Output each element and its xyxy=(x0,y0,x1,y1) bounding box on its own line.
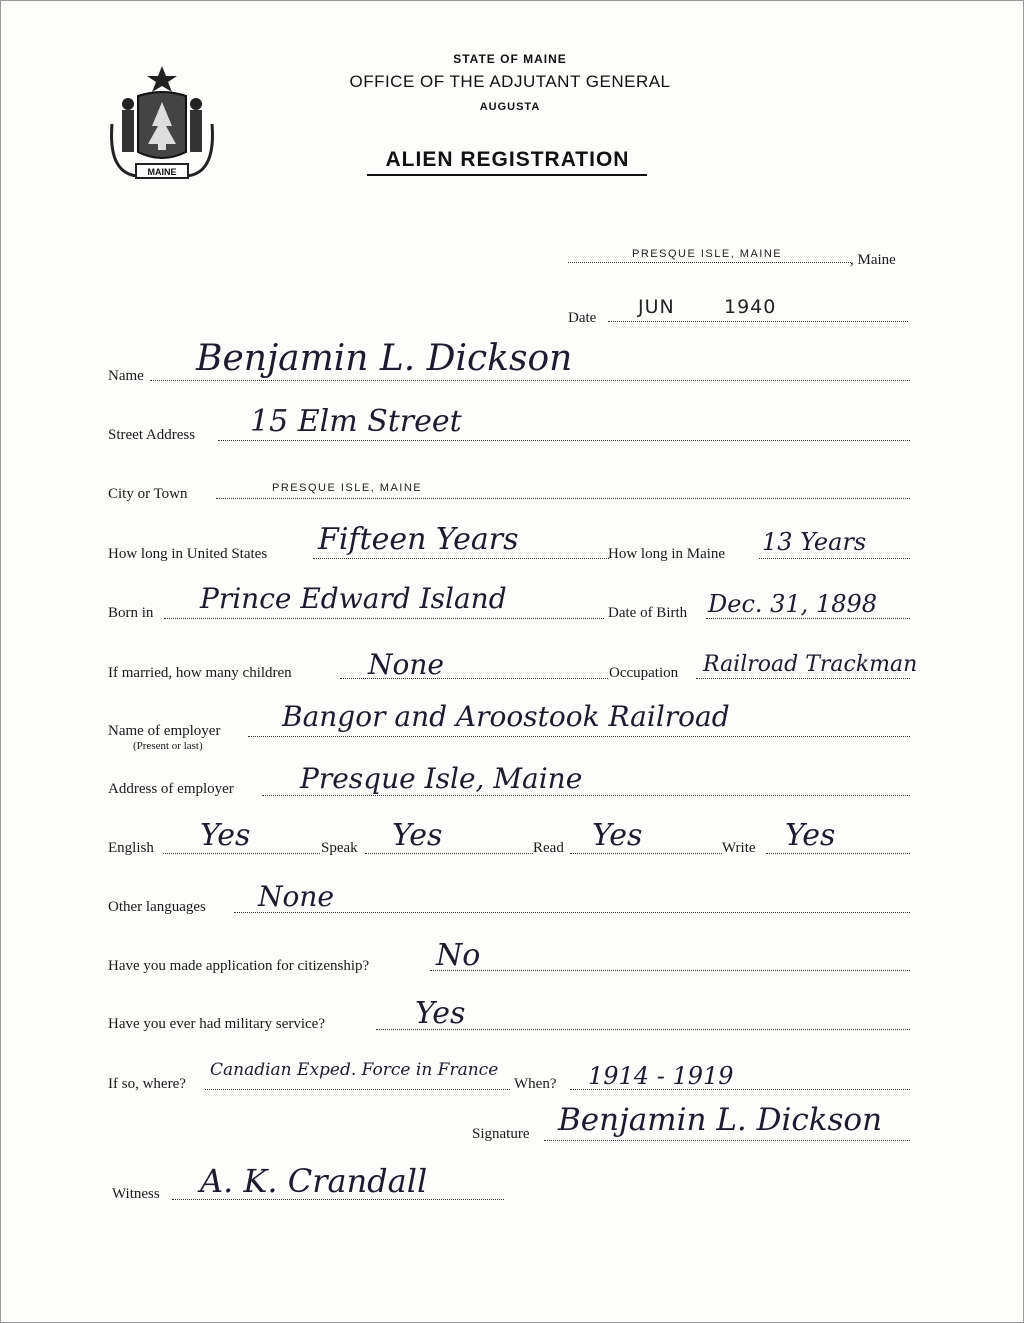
maine-duration-value: 13 Years xyxy=(762,528,867,556)
english-value: Yes xyxy=(200,818,251,853)
occupation-dotted-line xyxy=(696,678,910,679)
other-languages-dotted-line xyxy=(234,912,910,913)
english-label: English xyxy=(108,840,154,856)
witness-value: A. K. Crandall xyxy=(200,1162,428,1200)
seal-text: MAINE xyxy=(147,167,177,177)
other-languages-value: None xyxy=(258,880,334,913)
citizenship-value: No xyxy=(436,938,481,973)
when-label: When? xyxy=(514,1076,557,1092)
name-dotted-line xyxy=(150,380,910,381)
form-title: ALIEN REGISTRATION xyxy=(385,148,630,171)
date-dotted-line xyxy=(608,321,908,322)
born-in-value: Prince Edward Island xyxy=(200,582,507,615)
street-label: Street Address xyxy=(108,427,196,443)
military-value: Yes xyxy=(415,996,466,1031)
us-duration-label: How long in United States xyxy=(108,546,268,562)
write-label: Write xyxy=(722,840,756,856)
read-dotted-line xyxy=(570,853,722,854)
employer-address-label: Address of employer xyxy=(108,781,234,797)
military-label: Have you ever had military service? xyxy=(108,1016,325,1032)
place-dotted-line xyxy=(568,262,851,263)
speak-dotted-line xyxy=(365,853,533,854)
children-value: None xyxy=(368,648,444,681)
signature-dotted-line xyxy=(544,1140,910,1141)
children-label: If married, how many children xyxy=(108,665,292,681)
dob-label: Date of Birth xyxy=(608,605,688,621)
signature-value: Benjamin L. Dickson xyxy=(558,1102,883,1138)
street-value: 15 Elm Street xyxy=(250,404,462,439)
header-office: OFFICE OF THE ADJUTANT GENERAL xyxy=(349,72,671,91)
citizenship-dotted-line xyxy=(430,970,910,971)
employer-sublabel: (Present or last) xyxy=(133,740,203,752)
date-label: Date xyxy=(568,310,597,326)
where-dotted-line xyxy=(205,1089,510,1090)
us-duration-value: Fifteen Years xyxy=(318,522,519,557)
born-in-label: Born in xyxy=(108,605,154,621)
date-year: 1940 xyxy=(724,296,777,318)
date-month: JUN xyxy=(638,296,675,318)
maine-state-seal xyxy=(108,64,216,188)
read-value: Yes xyxy=(592,818,643,853)
english-dotted-line xyxy=(163,853,320,854)
signature-label: Signature xyxy=(472,1126,530,1142)
place-stamp: PRESQUE ISLE, MAINE xyxy=(632,248,783,260)
employer-dotted-line xyxy=(248,736,910,737)
when-value: 1914 - 1919 xyxy=(588,1062,734,1090)
dob-value: Dec. 31, 1898 xyxy=(708,590,878,618)
dob-dotted-line xyxy=(706,618,910,619)
employer-value: Bangor and Aroostook Railroad xyxy=(282,700,730,733)
maine-duration-dotted-line xyxy=(759,558,910,559)
occupation-value: Railroad Trackman xyxy=(703,652,918,677)
employer-label: Name of employer xyxy=(108,723,221,739)
city-dotted-line xyxy=(216,498,910,499)
employer-address-value: Presque Isle, Maine xyxy=(300,762,583,795)
where-label: If so, where? xyxy=(108,1076,186,1092)
us-duration-dotted-line xyxy=(313,558,609,559)
name-label: Name xyxy=(108,368,144,384)
other-languages-label: Other languages xyxy=(108,899,206,915)
citizenship-label: Have you made application for citizenship? xyxy=(108,958,370,974)
place-suffix: , Maine xyxy=(850,252,896,268)
write-value: Yes xyxy=(785,818,836,853)
header-city: AUGUSTA xyxy=(479,101,541,113)
occupation-label: Occupation xyxy=(609,665,679,681)
born-in-dotted-line xyxy=(164,618,604,619)
speak-label: Speak xyxy=(321,840,358,856)
write-dotted-line xyxy=(766,853,910,854)
city-stamp: PRESQUE ISLE, MAINE xyxy=(272,482,423,494)
read-label: Read xyxy=(533,840,564,856)
where-value: Canadian Exped. Force in France xyxy=(210,1060,499,1080)
maine-duration-label: How long in Maine xyxy=(608,546,726,562)
street-dotted-line xyxy=(218,440,910,441)
witness-label: Witness xyxy=(112,1186,160,1202)
speak-value: Yes xyxy=(392,818,443,853)
employer-address-dotted-line xyxy=(262,795,910,796)
city-label: City or Town xyxy=(108,486,188,502)
title-underline xyxy=(367,174,647,176)
name-value: Benjamin L. Dickson xyxy=(196,338,573,379)
header-state: STATE OF MAINE xyxy=(453,52,567,66)
